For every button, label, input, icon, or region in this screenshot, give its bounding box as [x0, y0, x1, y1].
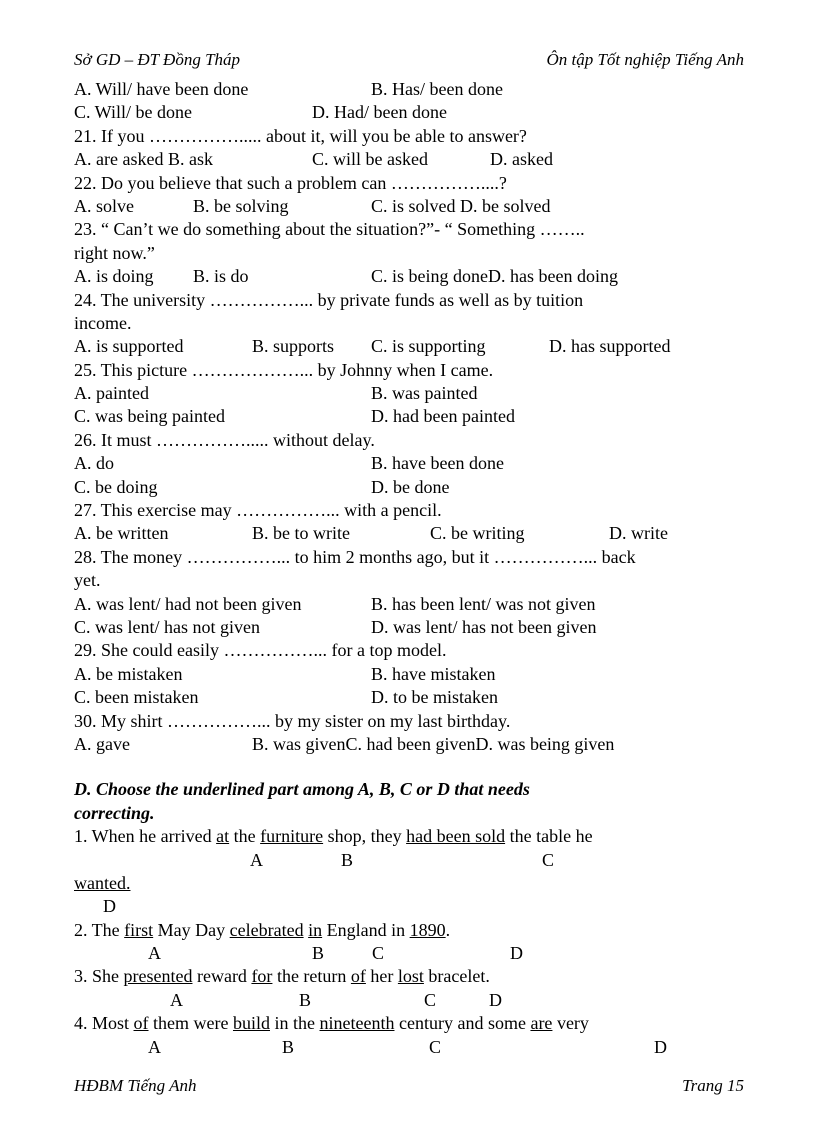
letter-d: D [103, 896, 116, 917]
option-row [74, 663, 744, 686]
option: C. was lent/ has not given [74, 616, 260, 637]
header-left: Sở GD – ĐT Đồng Tháp [74, 50, 241, 69]
question-stem: 27. This exercise may ……………... with a pencil. [74, 500, 442, 521]
option: B. be to write [252, 523, 350, 544]
underlined-part-b: celebrated [229, 919, 304, 940]
option: A. are asked B. ask [74, 149, 213, 170]
underlined-part-d: 1890 [409, 919, 446, 940]
option: B. has been lent/ was not given [371, 593, 596, 614]
option: B. supports [252, 336, 335, 357]
underlined-part-a: first [124, 919, 154, 940]
option: B. be solving [193, 195, 289, 216]
question-stem: 22. Do you believe that such a problem can ……………....? [74, 172, 507, 193]
question-stem: 25. This picture ………………... by Johnny when I came. [74, 359, 494, 380]
option: C. was being painted [74, 406, 225, 427]
choice-letters [74, 1036, 744, 1059]
option: C. is being doneD. has been doing [371, 266, 618, 287]
letter-d: D [510, 943, 523, 964]
option: C. be doing [74, 476, 158, 497]
question-stem: 21. If you ……………..... about it, will you be able to answer? [74, 125, 527, 146]
option-row [74, 335, 744, 358]
option: A. do [74, 453, 114, 474]
underlined-part-b: furniture [260, 826, 324, 847]
option: B. was painted [371, 383, 478, 404]
letter-b: B [282, 1036, 295, 1057]
option: A. is supported [74, 336, 184, 357]
letter-b: B [341, 849, 354, 870]
option: D. has supported [549, 336, 671, 357]
question-stem: 28. The money ……………... to him 2 months ago, but it ……………... back [74, 546, 636, 567]
underlined-part-d: are [530, 1013, 553, 1034]
underlined-part-c: of [350, 966, 366, 987]
option: B. was givenC. had been givenD. was being given [252, 733, 615, 754]
error-item-line: 2. The first May Day celebrated in England in 1890. [74, 919, 451, 940]
underlined-part-c: in [308, 919, 323, 940]
underlined-part-d: lost [397, 966, 424, 987]
option-row [74, 101, 744, 124]
underlined-part-b: for [251, 966, 273, 987]
question-stem: 24. The university ……………... by private funds as well as by tuition [74, 289, 584, 310]
page-header [74, 50, 744, 74]
option: D. to be mistaken [371, 687, 498, 708]
question-stem: 30. My shirt ……………... by my sister on my last birthday. [74, 710, 511, 731]
page-footer [74, 1076, 744, 1100]
option: B. have mistaken [371, 663, 496, 684]
letter-c: C [372, 943, 385, 964]
option-row [74, 733, 744, 756]
option-row [74, 382, 744, 405]
question-stem: right now.” [74, 242, 155, 263]
option: B. is do [193, 266, 249, 287]
section-title: D. Choose the underlined part among A, B, C or D that needs [74, 779, 530, 800]
choice-letters [74, 849, 744, 872]
option: A. solve [74, 195, 134, 216]
option: D. write [609, 523, 668, 544]
option: C. will be asked [312, 149, 428, 170]
option: B. have been done [371, 453, 504, 474]
option: A. be mistaken [74, 663, 183, 684]
question-stem: 23. “ Can’t we do something about the situation?”- “ Something …….. [74, 219, 585, 240]
option-row [74, 522, 744, 545]
underlined-part-a: of [133, 1013, 149, 1034]
underlined-part-c: nineteenth [319, 1013, 395, 1034]
option: A. be written [74, 523, 169, 544]
option: A. was lent/ had not been given [74, 593, 302, 614]
letter-d: D [489, 989, 502, 1010]
option: A. is doing [74, 266, 154, 287]
option-row [74, 78, 744, 101]
option: D. be done [371, 476, 450, 497]
underlined-part-c: had been sold [406, 826, 506, 847]
option-row [74, 148, 744, 171]
option: A. painted [74, 383, 149, 404]
option: A. Will/ have been done [74, 79, 249, 99]
option: D. Had/ been done [312, 102, 447, 123]
option: C. is supporting [371, 336, 486, 357]
letter-c: C [542, 849, 555, 870]
option: C. is solved D. be solved [371, 195, 551, 216]
letter-c: C [424, 989, 437, 1010]
option-row [74, 686, 744, 709]
letter-c: C [429, 1036, 442, 1057]
underlined-part-a: at [216, 826, 230, 847]
footer-left: HĐBM Tiếng Anh [74, 1076, 197, 1095]
error-item-line: 4. Most of them were build in the nineteenth century and some are very [74, 1013, 589, 1034]
choice-letters [74, 989, 744, 1012]
choice-letters [74, 942, 744, 965]
option-row [74, 452, 744, 475]
document-body [74, 78, 744, 1059]
letter-b: B [299, 989, 312, 1010]
option: C. been mistaken [74, 687, 199, 708]
letter-a: A [170, 989, 183, 1010]
option: D. asked [490, 149, 553, 170]
question-stem: 26. It must ……………..... without delay. [74, 429, 375, 450]
option: D. had been painted [371, 406, 515, 427]
choice-letters [74, 895, 744, 918]
option: B. Has/ been done [371, 79, 503, 99]
section-title-cont: correcting. [74, 802, 155, 823]
option: D. was lent/ has not been given [371, 616, 597, 637]
option-row [74, 593, 744, 616]
error-item-line: 1. When he arrived at the furniture shop, they had been sold the table he [74, 826, 593, 847]
letter-a: A [250, 849, 263, 870]
option-row [74, 405, 744, 428]
question-stem: yet. [74, 570, 101, 591]
option: C. be writing [430, 523, 525, 544]
letter-a: A [148, 943, 161, 964]
page-number: Trang 15 [682, 1076, 744, 1095]
letter-d: D [654, 1036, 667, 1057]
letter-a: A [148, 1036, 161, 1057]
option: A. gave [74, 733, 130, 754]
error-item-line [74, 872, 744, 895]
question-stem: income. [74, 312, 132, 333]
header-right: Ôn tập Tốt nghiệp Tiếng Anh [546, 50, 744, 69]
underlined-part-d: wanted. [74, 872, 131, 893]
letter-b: B [312, 943, 325, 964]
option-row [74, 195, 744, 218]
question-stem: 29. She could easily ……………... for a top model. [74, 640, 447, 661]
underlined-part-a: presented [123, 966, 193, 987]
option-row [74, 616, 744, 639]
option-row [74, 476, 744, 499]
option: C. Will/ be done [74, 102, 192, 123]
underlined-part-b: build [232, 1013, 270, 1034]
option-row [74, 265, 744, 288]
error-item-line: 3. She presented reward for the return of her lost bracelet. [74, 966, 490, 987]
